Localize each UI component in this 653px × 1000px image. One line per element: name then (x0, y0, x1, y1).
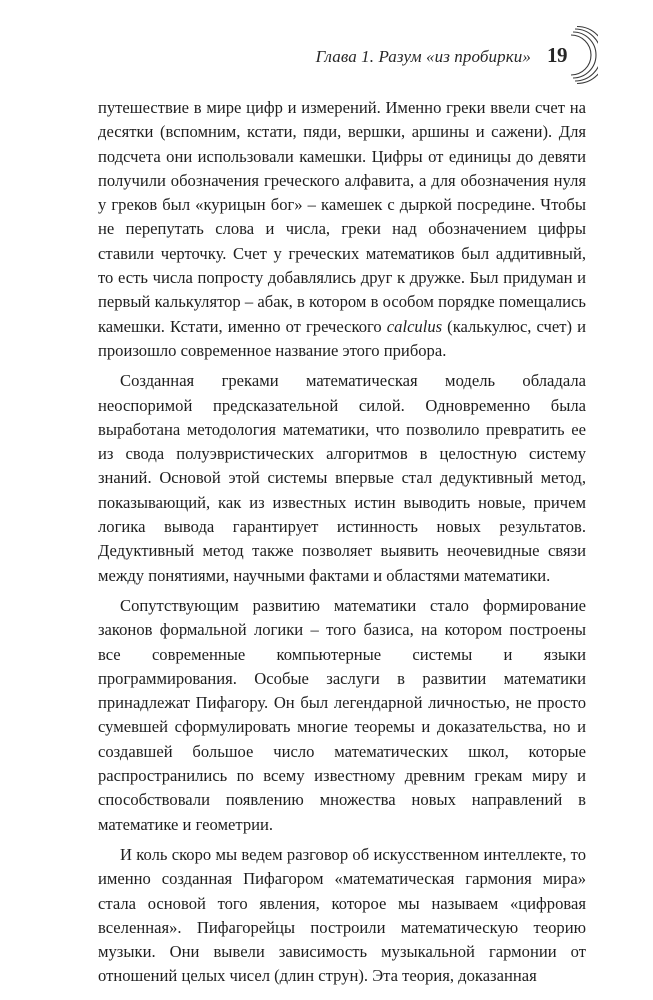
paragraph-2: Созданная греками математическая модель обладала неоспоримой предсказательной силой. Одновременно была выработана методология математики, что позволило превратить ее из свода полуэвристических алгоритмов в целостную систему знаний. Основой этой системы впервые стал дедуктивный метод, показывающий, как из известных истин выводить новые, причем логика вывода гарантирует истинность новых результатов. Дедуктивный метод также позволяет выявить неочевидные связи между понятиями, научными фактами и областями математики. (98, 371, 586, 585)
paragraph-1-emphasis: calculus (386, 316, 443, 336)
paragraph-1-text-end: (калькулюс, счет) и произошло современное название этого прибора. (98, 316, 586, 360)
paragraph-1 (98, 96, 586, 363)
paragraph-1-text-start: путешествие в мире цифр и измерений. Именно греки ввели счет на десятки (вспомним, кстати, пяди, вершки, аршины и сажени). Для подсчета они использовали камешки. Цифры от единицы до девяти получили обозначения греческого алфавита, а для обозначения нуля у греков был «курицын бог» – камешек с дыркой посредине. Чтобы не перепутать слова и числа, греки над обозначением цифры ставили черточку. Счет у греческих математиков был аддитивный, то есть числа попросту добавлялись друг к дружке. Был придуман и первый калькулятор – абак, в котором в особом порядке помещались камешки. Кстати, именно от греческого (98, 98, 586, 336)
page-number: 19 (547, 43, 567, 67)
paragraph-3: Сопутствующим развитию математики стало формирование законов формальной логики – того базиса, на котором построены все современные компьютерные системы и языки программирования. Особые заслуги в развитии математики принадлежат Пифагору. Он был легендарной личностью, не просто сумевшей сформулировать многие теоремы и доказательства, но и создавшей большое число математических школ, которые распространились по всему известному древним грекам миру и способствовали появлению множества новых направлений в математике и геометрии. (98, 595, 586, 834)
paragraph-4: И коль скоро мы ведем разговор об искусственном интеллекте, то именно созданная Пифагором «математическая гармония мира» стала основой того явления, которое мы называем «цифровая вселенная». Пифагорейцы построили математическую теорию музыки. Они вывели зависимость музыкальной гармонии от отношений целых чисел (длин струн). Эта теория, доказанная (98, 844, 586, 986)
running-head: Глава 1. Разум «из пробирки» (315, 47, 531, 66)
body-text (98, 96, 586, 989)
